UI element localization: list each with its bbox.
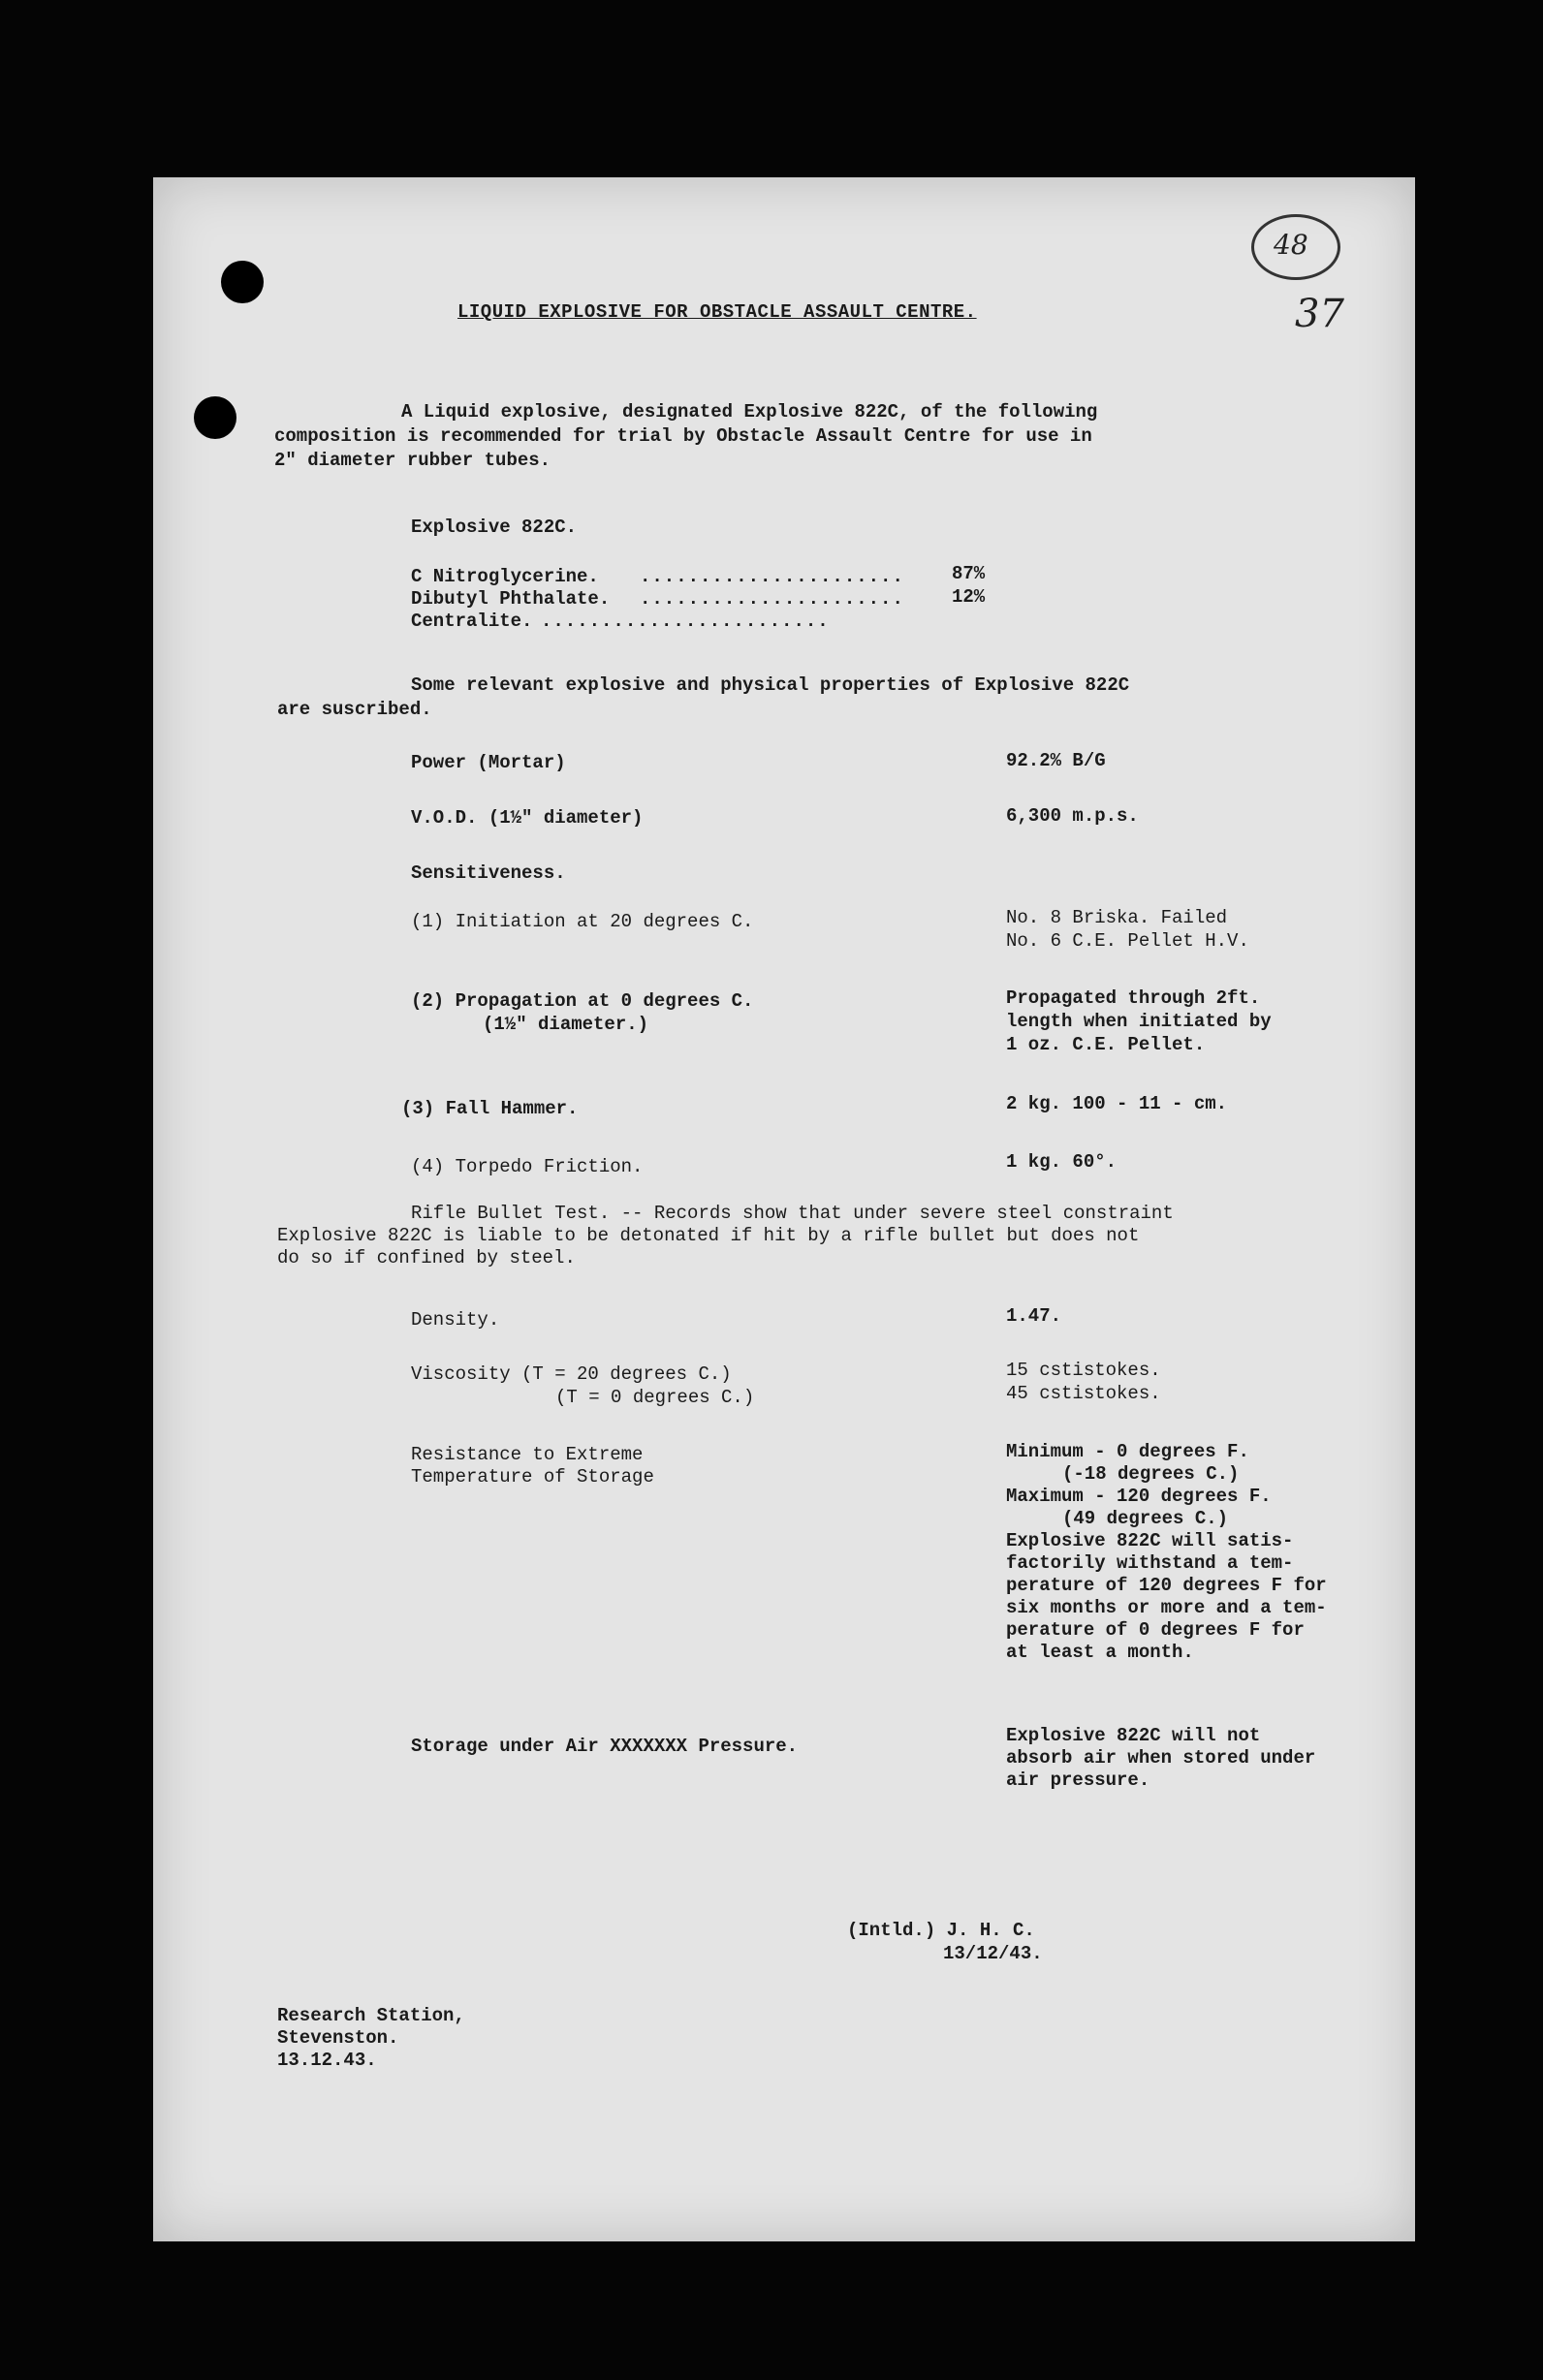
s3-value: 2 kg. 100 - 11 - cm. (1006, 1093, 1228, 1114)
document-title: LIQUID EXPLOSIVE FOR OBSTACLE ASSAULT CENTRE. (457, 301, 977, 323)
power-label: Power (Mortar) (411, 752, 566, 773)
viscosity-value-2: 45 cstistokes. (1006, 1383, 1161, 1404)
rifle-test-line-1: Rifle Bullet Test. -- Records show that under severe steel constraint (411, 1203, 1174, 1224)
vod-label: V.O.D. (1½" diameter) (411, 807, 644, 829)
viscosity-value-1: 15 cstistokes. (1006, 1360, 1161, 1381)
resistance-value-line: six months or more and a tem- (1006, 1597, 1327, 1618)
composition-item-name: C Nitroglycerine. (411, 566, 599, 587)
composition-item-leader: ...................... (640, 588, 904, 610)
properties-line-1: Some relevant explosive and physical properties of Explosive 822C (411, 674, 1130, 696)
composition-item-value: 12% (952, 586, 986, 608)
folio-stamp (1251, 214, 1340, 280)
resistance-value-line: perature of 120 degrees F for (1006, 1575, 1327, 1596)
density-value: 1.47. (1006, 1305, 1062, 1327)
properties-line-2: are suscribed. (277, 699, 432, 720)
s2-value-1: Propagated through 2ft. (1006, 987, 1261, 1009)
power-value: 92.2% B/G (1006, 750, 1106, 771)
s1-value-2: No. 6 C.E. Pellet H.V. (1006, 930, 1249, 952)
resistance-value-line: perature of 0 degrees F for (1006, 1619, 1305, 1641)
rifle-test-line-3: do so if confined by steel. (277, 1247, 576, 1268)
density-label: Density. (411, 1309, 500, 1331)
s1-value-1: No. 8 Briska. Failed (1006, 907, 1228, 928)
address-line-1: Research Station, (277, 2005, 465, 2026)
document-page (153, 177, 1415, 2241)
folio-number: 37 (1295, 292, 1344, 336)
s2-value-3: 1 oz. C.E. Pellet. (1006, 1034, 1206, 1055)
resistance-value-line: Minimum - 0 degrees F. (1006, 1441, 1249, 1462)
address-line-3: 13.12.43. (277, 2050, 377, 2071)
composition-item-leader: ........................ (541, 611, 830, 632)
resistance-value-line: (-18 degrees C.) (1062, 1463, 1240, 1485)
punch-hole-top (221, 261, 264, 303)
resistance-value-line: Explosive 822C will satis- (1006, 1530, 1294, 1551)
resistance-value-line: factorily withstand a tem- (1006, 1552, 1294, 1574)
rifle-test-line-2: Explosive 822C is liable to be detonated if hit by a rifle bullet but does not (277, 1225, 1140, 1246)
s3-label: (3) Fall Hammer. (401, 1098, 579, 1119)
s4-label: (4) Torpedo Friction. (411, 1156, 644, 1177)
viscosity-label-1: Viscosity (T = 20 degrees C.) (411, 1363, 732, 1385)
sensitiveness-heading: Sensitiveness. (411, 862, 566, 884)
resistance-value-line: Maximum - 120 degrees F. (1006, 1486, 1272, 1507)
s2-label-2: (1½" diameter.) (483, 1014, 649, 1035)
punch-hole-bottom (194, 396, 236, 439)
intro-line-2: composition is recommended for trial by Obstacle Assault Centre for use in (274, 425, 1092, 447)
intro-line-3: 2" diameter rubber tubes. (274, 450, 551, 471)
composition-item-leader: ...................... (640, 566, 904, 587)
s1-label: (1) Initiation at 20 degrees C. (411, 911, 754, 932)
composition-item-value: 87% (952, 563, 986, 584)
intro-line-1: A Liquid explosive, designated Explosive 822C, of the following (401, 401, 1098, 423)
composition-item-name: Centralite. (411, 611, 533, 632)
composition-item-name: Dibutyl Phthalate. (411, 588, 611, 610)
resistance-label-2: Temperature of Storage (411, 1466, 654, 1488)
signature-initials: (Intld.) J. H. C. (847, 1920, 1035, 1941)
address-line-2: Stevenston. (277, 2027, 399, 2049)
folio-stamp-number: 48 (1274, 229, 1308, 261)
storage-value-3: air pressure. (1006, 1769, 1150, 1791)
s2-label-1: (2) Propagation at 0 degrees C. (411, 990, 754, 1012)
signature-date: 13/12/43. (943, 1943, 1043, 1964)
viscosity-label-2: (T = 0 degrees C.) (555, 1387, 755, 1408)
storage-label: Storage under Air XXXXXXX Pressure. (411, 1736, 799, 1757)
composition-heading: Explosive 822C. (411, 517, 578, 538)
vod-value: 6,300 m.p.s. (1006, 805, 1139, 827)
storage-value-1: Explosive 822C will not (1006, 1725, 1261, 1746)
resistance-label-1: Resistance to Extreme (411, 1444, 644, 1465)
resistance-value-line: at least a month. (1006, 1642, 1194, 1663)
resistance-value-line: (49 degrees C.) (1062, 1508, 1229, 1529)
storage-value-2: absorb air when stored under (1006, 1747, 1316, 1769)
s4-value: 1 kg. 60°. (1006, 1151, 1118, 1173)
s2-value-2: length when initiated by (1006, 1011, 1272, 1032)
